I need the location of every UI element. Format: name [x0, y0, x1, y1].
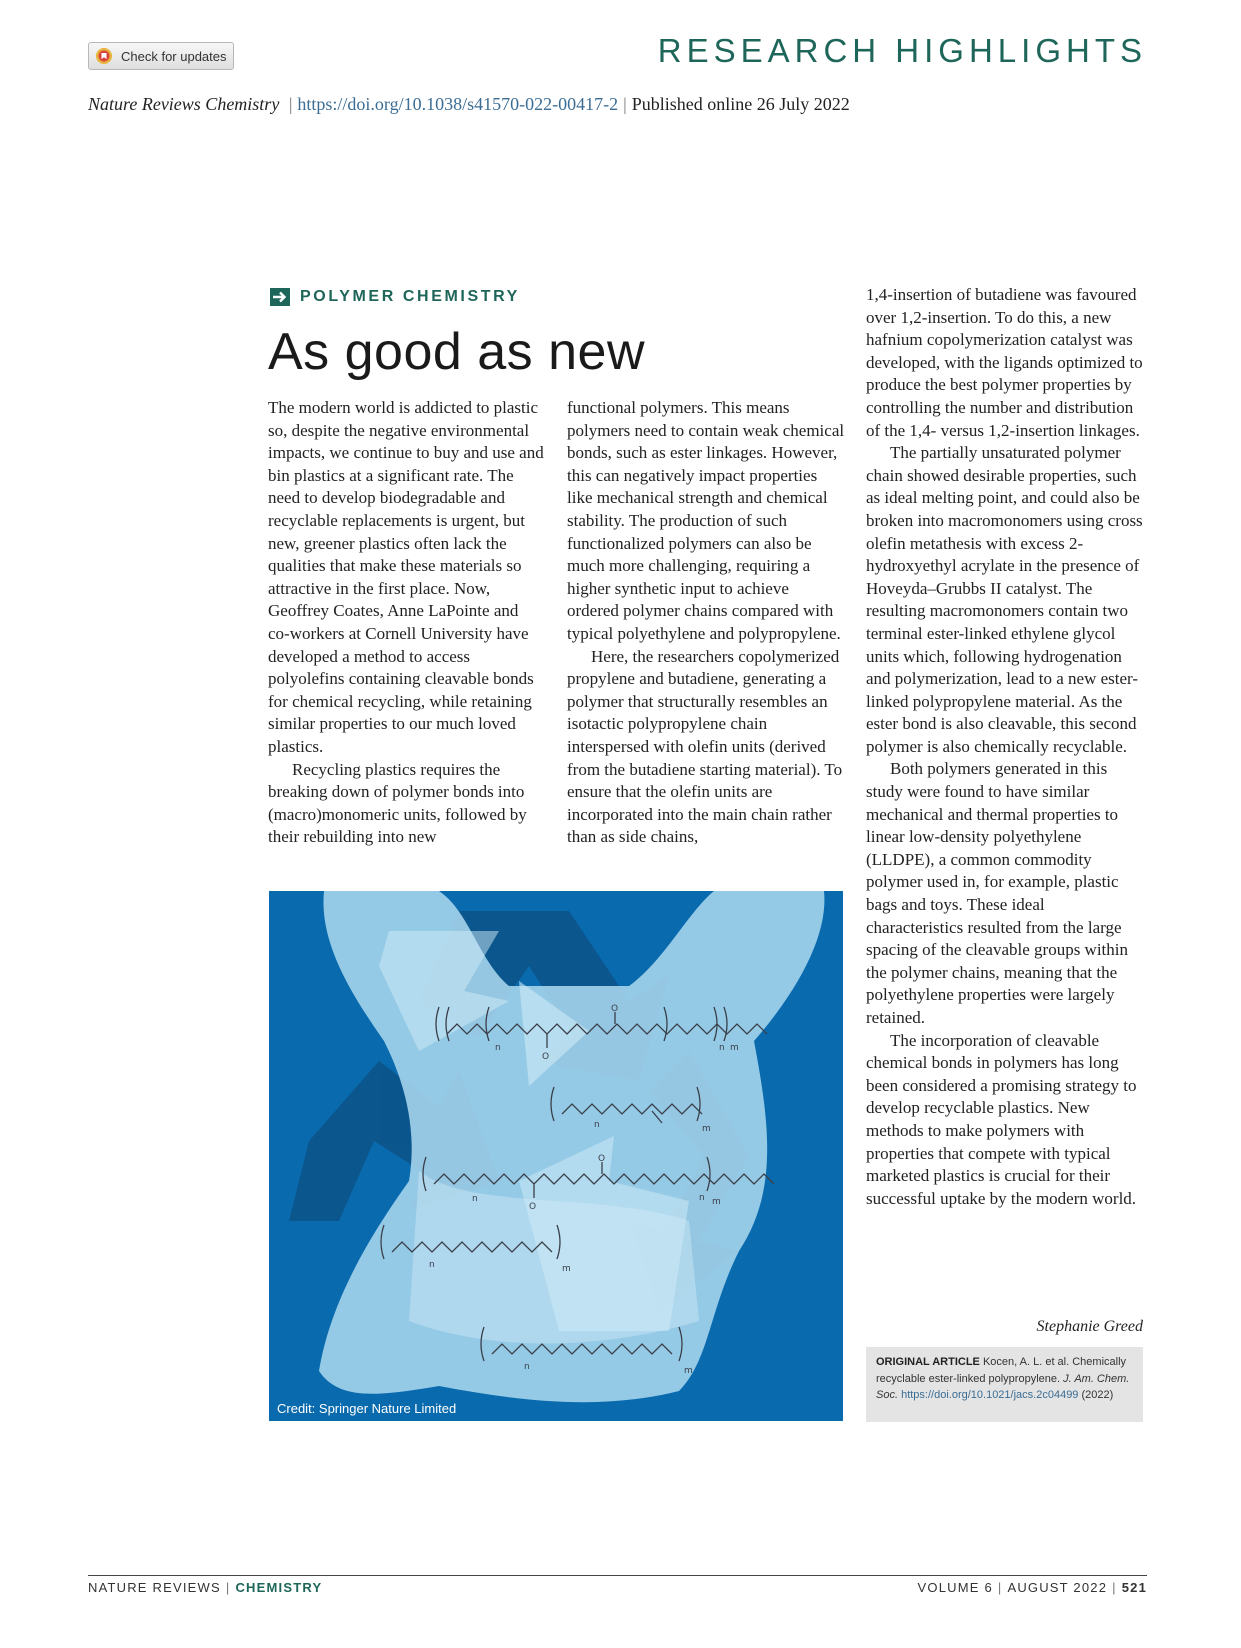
figure-credit: Credit: Springer Nature Limited — [277, 1401, 457, 1416]
oxygen-label: O — [611, 1004, 619, 1014]
oxygen-label: O — [598, 1154, 606, 1164]
arrow-right-icon — [270, 288, 290, 306]
journal-name: Nature Reviews Chemistry — [88, 94, 280, 114]
subscript-n: n — [495, 1043, 501, 1053]
check-for-updates-button[interactable] — [88, 42, 234, 70]
separator: | — [1112, 1580, 1117, 1595]
original-article-box — [866, 1347, 1143, 1422]
subscript-n: n — [719, 1043, 725, 1053]
subscript-n: n — [429, 1260, 435, 1270]
paragraph: 1,4-insertion of butadiene was favoured over 1,2-insertion. To do this, a new hafnium copolymerization catalyst was developed, with the ligands optimized to produce the best polymer properties by controlling the number and distribution of the 1,4- versus 1,2-insertion linkages. — [866, 285, 1143, 440]
subscript-m: m — [562, 1264, 571, 1274]
paragraph: The modern world is addicted to plastic so, despite the negative environmental impacts, we continue to buy and use and bin plastics at a significant rate. The need to develop biodegradable and recyclable replacements is urgent, but new, greener plastics often lack the qualities that make these materials so attractive in the first place. Now, Geoffrey Coates, Anne LaPointe and co-workers at Cornell University have developed a method to access polyolefins containing cleavable bonds for chemical recycling, while retaining similar properties to our much loved plastics. — [268, 398, 544, 756]
subscript-m: m — [684, 1366, 693, 1376]
figure-illustration — [269, 891, 843, 1421]
paragraph: Here, the researchers copolymerized propylene and butadiene, generating a polymer that structurally resembles an isotactic polypropylene chain interspersed with olefin units (derived from the butadiene starting material). To ensure that the olefin units are incorporated into the main chain rather than as side chains, — [567, 646, 843, 847]
subscript-n: n — [524, 1362, 530, 1372]
published-date: Published online 26 July 2022 — [631, 94, 850, 114]
paragraph: The incorporation of cleavable chemical bonds in polymers has long been considered a promising strategy to develop recyclable plastics. New methods to make polymers with properties that compete with typical marketed plastics is crucial for their successful uptake by the modern world. — [866, 1030, 1137, 1208]
footer-volume: VOLUME 6 — [917, 1580, 993, 1595]
original-article-link[interactable]: https://doi.org/10.1021/jacs.2c04499 — [901, 1389, 1079, 1401]
article-column-1 — [268, 397, 544, 849]
section-label: RESEARCH HIGHLIGHTS — [657, 32, 1147, 69]
subscript-n: n — [699, 1193, 705, 1203]
subscript-m: m — [730, 1043, 739, 1053]
article-column-2 — [567, 397, 845, 849]
original-article-label: ORIGINAL ARTICLE — [876, 1356, 980, 1368]
footer-issue: AUGUST 2022 — [1007, 1580, 1108, 1595]
paragraph: Both polymers generated in this study were found to have similar mechanical and thermal properties to linear low-density polyethylene (LLDPE), a common commodity polymer used in, for example, plastic bags and toys. These ideal characteristics resulted from the large spacing of the cleavable groups within the polymer chains, meaning that the polyethylene properties were largely retained. — [866, 759, 1129, 1027]
oxygen-label: O — [542, 1052, 550, 1062]
oxygen-label: O — [529, 1202, 537, 1212]
doi-link[interactable]: https://doi.org/10.1038/s41570-022-00417-2 — [297, 94, 619, 114]
paragraph: functional polymers. This means polymers need to contain weak chemical bonds, such as ester linkages. However, this can negatively impact properties like mechanical strength and chemical stability. The production of such functionalized polymers can also be much more challenging, requiring a higher synthetic input to achieve ordered polymer chains compared with typical polyethylene and polypropylene. — [567, 398, 845, 643]
original-article-year: (2022) — [1081, 1389, 1114, 1401]
kicker-text: POLYMER CHEMISTRY — [300, 288, 520, 305]
paragraph: The partially unsaturated polymer chain showed desirable properties, such as ideal melting point, and could also be broken into macromonomers using cross olefin metathesis with excess 2-hydroxyethyl acrylate in the presence of Hoveyda–Grubbs II catalyst. The resulting macromonomers contain two terminal ester-linked ethylene glycol units which, following hydrogenation and polymerization, lead to a new ester-linked polypropylene material. As the ester bond is also cleavable, this second polymer is also chemically recyclable. — [866, 443, 1143, 756]
article-title: As good as new — [268, 323, 646, 381]
footer-journal-name: NATURE REVIEWS — [88, 1580, 221, 1595]
footer-divider — [88, 1575, 1147, 1576]
subscript-m: m — [712, 1197, 721, 1207]
paragraph: Recycling plastics requires the breaking down of polymer bonds into (macro)monomeric units, followed by their rebuilding into new — [268, 759, 527, 847]
separator: | — [288, 94, 293, 114]
separator: | — [225, 1580, 231, 1595]
check-for-updates-label: Check for updates — [121, 48, 227, 64]
subscript-m: m — [702, 1124, 711, 1134]
article-column-3 — [866, 284, 1144, 1210]
kicker — [270, 288, 520, 306]
footer-subject: CHEMISTRY — [235, 1580, 323, 1595]
subscript-n: n — [594, 1120, 600, 1130]
footer-issue-info — [918, 1580, 1147, 1595]
separator: | — [623, 94, 627, 114]
subscript-n: n — [472, 1194, 478, 1204]
check-for-updates-icon — [95, 47, 113, 65]
journal-info-line — [88, 94, 850, 115]
footer-journal — [88, 1580, 322, 1595]
footer-page-number: 521 — [1121, 1580, 1147, 1595]
author-name: Stephanie Greed — [1036, 1318, 1143, 1335]
original-article-journal: J. Am. Chem. Soc. — [876, 1372, 1130, 1401]
original-article-citation: Kocen, A. L. et al. Chemically recyclable ester-linked polypropylene. — [876, 1356, 1127, 1385]
separator: | — [997, 1580, 1003, 1595]
